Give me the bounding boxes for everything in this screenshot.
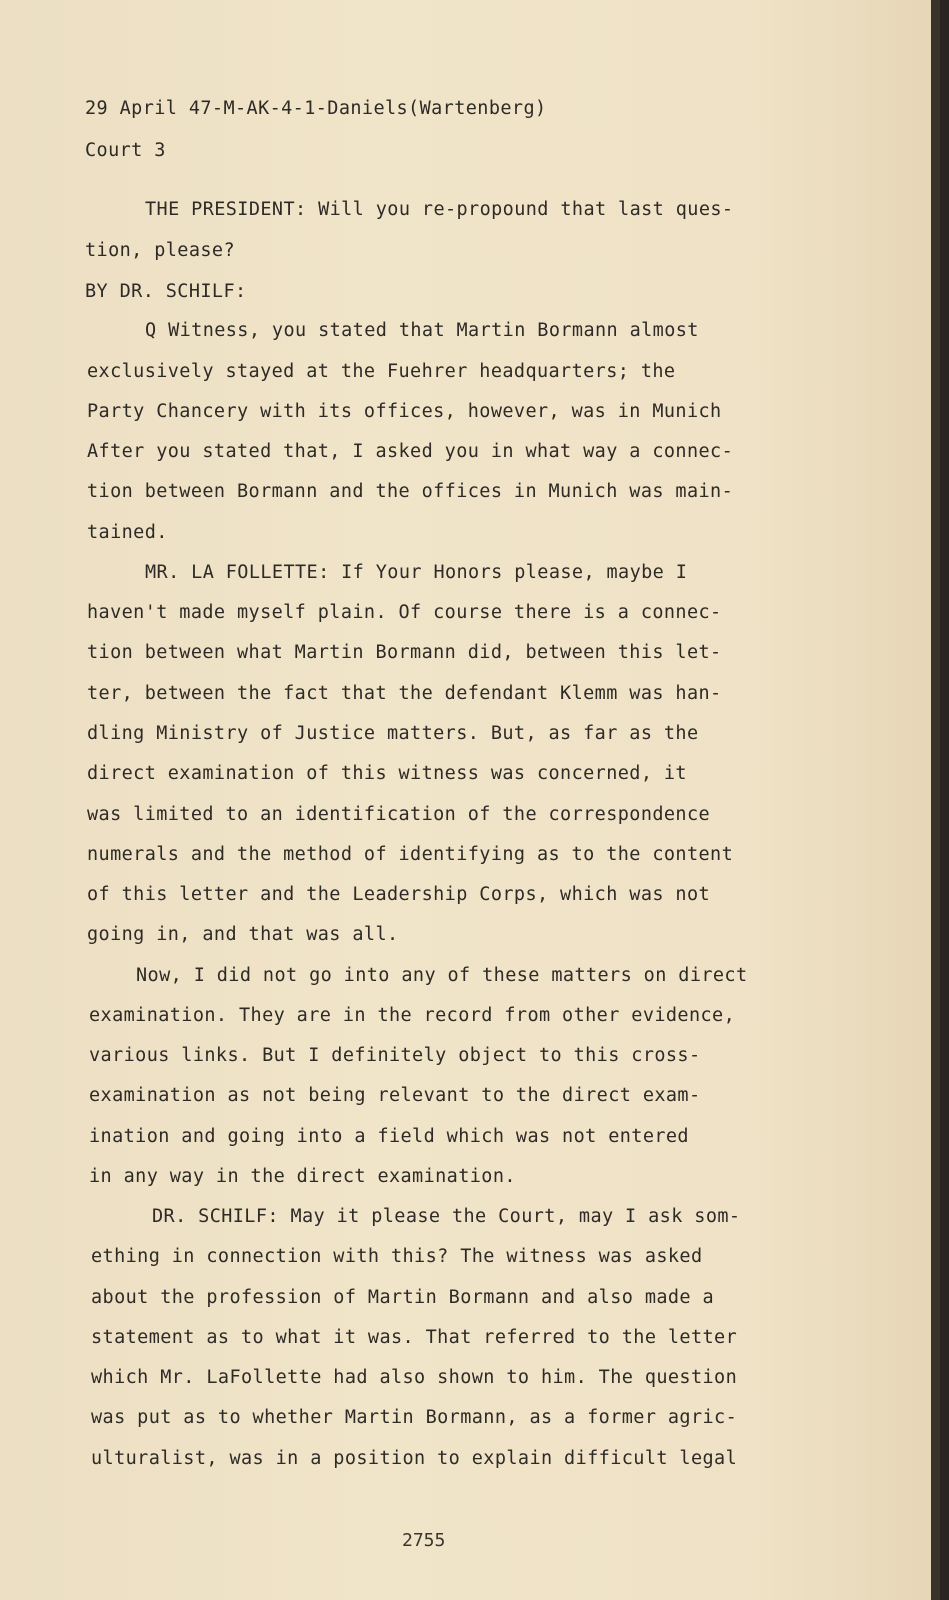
transcript-line: MR. LA FOLLETTE: If Your Honors please, maybe I (145, 562, 688, 583)
page-number: 2755 (402, 1530, 446, 1551)
transcript-line: ething in connection with this? The witness was asked (91, 1246, 703, 1267)
transcript-line: in any way in the direct examination. (89, 1166, 516, 1187)
transcript-line: examination as not being relevant to the direct exam- (89, 1085, 701, 1106)
transcript-line: After you stated that, I asked you in what way a connec- (87, 441, 734, 462)
transcript-line: dling Ministry of Justice matters. But, as far as the (87, 723, 699, 744)
transcript-line: numerals and the method of identifying as to the content (87, 844, 734, 865)
transcript-line: Now, I did not go into any of these matters on direct (136, 965, 748, 986)
transcript-line: various links. But I definitely object to this cross- (89, 1045, 701, 1066)
transcript-line: tion, please? (85, 240, 235, 261)
header-line-1: 29 April 47-M-AK-4-1-Daniels(Wartenberg) (85, 98, 547, 119)
transcript-line: was put as to whether Martin Bormann, as a former agric- (91, 1407, 738, 1428)
transcript-line: exclusively stayed at the Fuehrer headquarters; the (87, 361, 676, 382)
transcript-line: Q Witness, you stated that Martin Bormann almost (145, 320, 699, 341)
transcript-line: of this letter and the Leadership Corps, which was not (87, 884, 711, 905)
transcript-line: Party Chancery with its offices, however, was in Munich (87, 401, 722, 422)
transcript-line: direct examination of this witness was concerned, it (87, 763, 687, 784)
page-edge (931, 0, 940, 1600)
transcript-line: tion between Bormann and the offices in Munich was main- (87, 481, 734, 502)
transcript-line: BY DR. SCHILF: (85, 281, 247, 302)
transcript-line: statement as to what it was. That referred to the letter (91, 1327, 738, 1348)
transcript-line: ination and going into a field which was not entered (89, 1126, 689, 1147)
transcript-line: which Mr. LaFollette had also shown to him. The question (91, 1367, 738, 1388)
transcript-line: tained. (87, 522, 168, 543)
transcript-line: about the profession of Martin Bormann and also made a (91, 1287, 715, 1308)
transcript-line: tion between what Martin Bormann did, between this let- (87, 642, 722, 663)
header-line-2: Court 3 (85, 140, 166, 161)
transcript-line: examination. They are in the record from other evidence, (89, 1005, 736, 1026)
transcript-line: was limited to an identification of the correspondence (87, 804, 711, 825)
transcript-line: DR. SCHILF: May it please the Court, may I ask som- (152, 1206, 741, 1227)
transcript-line: THE PRESIDENT: Will you re-propound that last ques- (145, 199, 734, 220)
transcript-line: going in, and that was all. (87, 924, 399, 945)
transcript-line: haven't made myself plain. Of course there is a connec- (87, 602, 722, 623)
transcript-line: ulturalist, was in a position to explain difficult legal (91, 1448, 738, 1469)
transcript-line: ter, between the fact that the defendant Klemm was han- (87, 683, 722, 704)
